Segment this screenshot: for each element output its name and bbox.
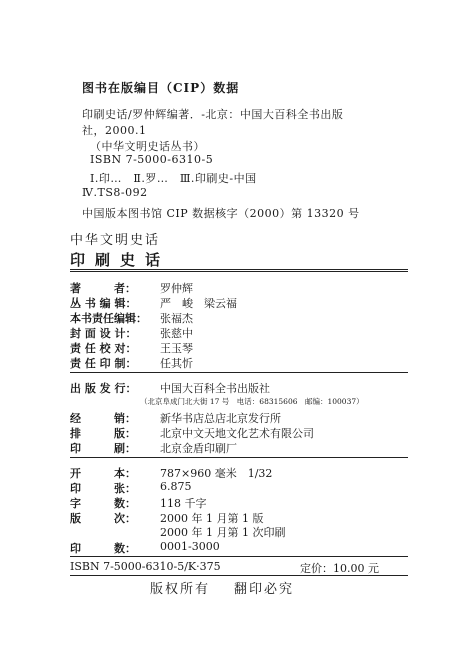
series-title: 中华文明史话 <box>70 233 161 248</box>
cip-line-6: Ⅳ.TS8-092 <box>82 186 148 199</box>
credit-label: 本书责任编辑： <box>70 312 147 325</box>
cip-line-2: 社，2000.1 <box>82 124 147 137</box>
credit-row <box>70 295 408 309</box>
credit-row <box>70 310 408 324</box>
publisher-address: （北京阜成门北大街 17 号 电话：68315606 邮编：100037） <box>140 397 364 406</box>
credit-value: 张慈中 <box>160 327 193 340</box>
spec-label: 版 次： <box>70 512 136 525</box>
distribution-label: 排 版： <box>70 427 136 440</box>
credit-row <box>70 325 408 339</box>
spec-row <box>70 480 408 494</box>
credit-label: 丛 书 编 辑： <box>70 297 137 310</box>
distribution-row <box>70 425 408 439</box>
credit-value: 任其忻 <box>160 357 193 370</box>
title-rule <box>70 269 408 272</box>
cip-title: 图书在版编目（CIP）数据 <box>82 81 240 95</box>
no-reprint: 翻印必究 <box>234 582 295 597</box>
spec-value: 6.875 <box>160 480 192 493</box>
spec-label: 开 本： <box>70 467 136 480</box>
spec-row <box>70 524 408 538</box>
book-title: 印刷史话 <box>70 251 171 269</box>
spec-row <box>70 540 408 554</box>
spec-row <box>70 465 408 479</box>
distribution-row <box>70 410 408 424</box>
credit-row <box>70 280 408 294</box>
credit-label: 著 者： <box>70 282 136 295</box>
spec-value: 787×960 毫米 1/32 <box>160 467 273 480</box>
distribution-value: 北京中文天地文化艺术有限公司 <box>160 427 314 440</box>
copyright-notice <box>150 578 294 597</box>
credit-label: 责 任 印 制： <box>70 357 137 370</box>
cip-line-1: 印刷史话/罗仲辉编著．-北京：中国大百科全书出版 <box>82 108 344 121</box>
credit-label: 责 任 校 对： <box>70 342 137 355</box>
publisher-row <box>70 380 408 394</box>
section-rule <box>70 457 408 458</box>
spec-row <box>70 510 408 524</box>
price: 定价：10.00 元 <box>300 562 379 575</box>
rights-reserved: 版权所有 <box>150 582 211 597</box>
cip-line-5: Ⅰ.印… Ⅱ.罗… Ⅲ.印刷史-中国 <box>90 172 257 185</box>
credit-value: 严 峻 梁云福 <box>160 297 237 310</box>
section-rule <box>70 372 408 373</box>
footer-rule <box>70 575 408 576</box>
spec-value: 118 千字 <box>160 497 207 510</box>
cip-line-4: ISBN 7-5000-6310-5 <box>90 153 214 166</box>
cip-line-3: （中华文明史话丛书） <box>90 140 205 153</box>
distribution-label: 印 刷： <box>70 442 136 455</box>
distribution-value: 新华书店总店北京发行所 <box>160 412 281 425</box>
distribution-row <box>70 440 408 454</box>
credit-label: 封 面 设 计： <box>70 327 137 340</box>
credit-value: 王玉琴 <box>160 342 193 355</box>
cip-line-7: 中国版本图书馆 CIP 数据核字（2000）第 13320 号 <box>82 207 360 220</box>
credit-row <box>70 355 408 369</box>
publisher-label: 出 版 发 行： <box>70 382 137 395</box>
distribution-value: 北京金盾印刷厂 <box>160 442 237 455</box>
spec-value: 0001-3000 <box>160 540 220 553</box>
credit-row <box>70 340 408 354</box>
spec-row <box>70 495 408 509</box>
publisher-value: 中国大百科全书出版社 <box>160 382 270 395</box>
isbn-footer: ISBN 7-5000-6310-5/K·375 <box>70 560 221 573</box>
credit-value: 张福杰 <box>160 312 193 325</box>
credit-value: 罗仲辉 <box>160 282 193 295</box>
section-rule <box>70 556 408 557</box>
spec-label: 字 数： <box>70 497 136 510</box>
spec-label: 印 数： <box>70 542 136 555</box>
distribution-label: 经 销： <box>70 412 136 425</box>
spec-value: 2000 年 1 月第 1 版 <box>160 512 264 525</box>
spec-value: 2000 年 1 月第 1 次印刷 <box>160 526 286 539</box>
spec-label: 印 张： <box>70 482 136 495</box>
